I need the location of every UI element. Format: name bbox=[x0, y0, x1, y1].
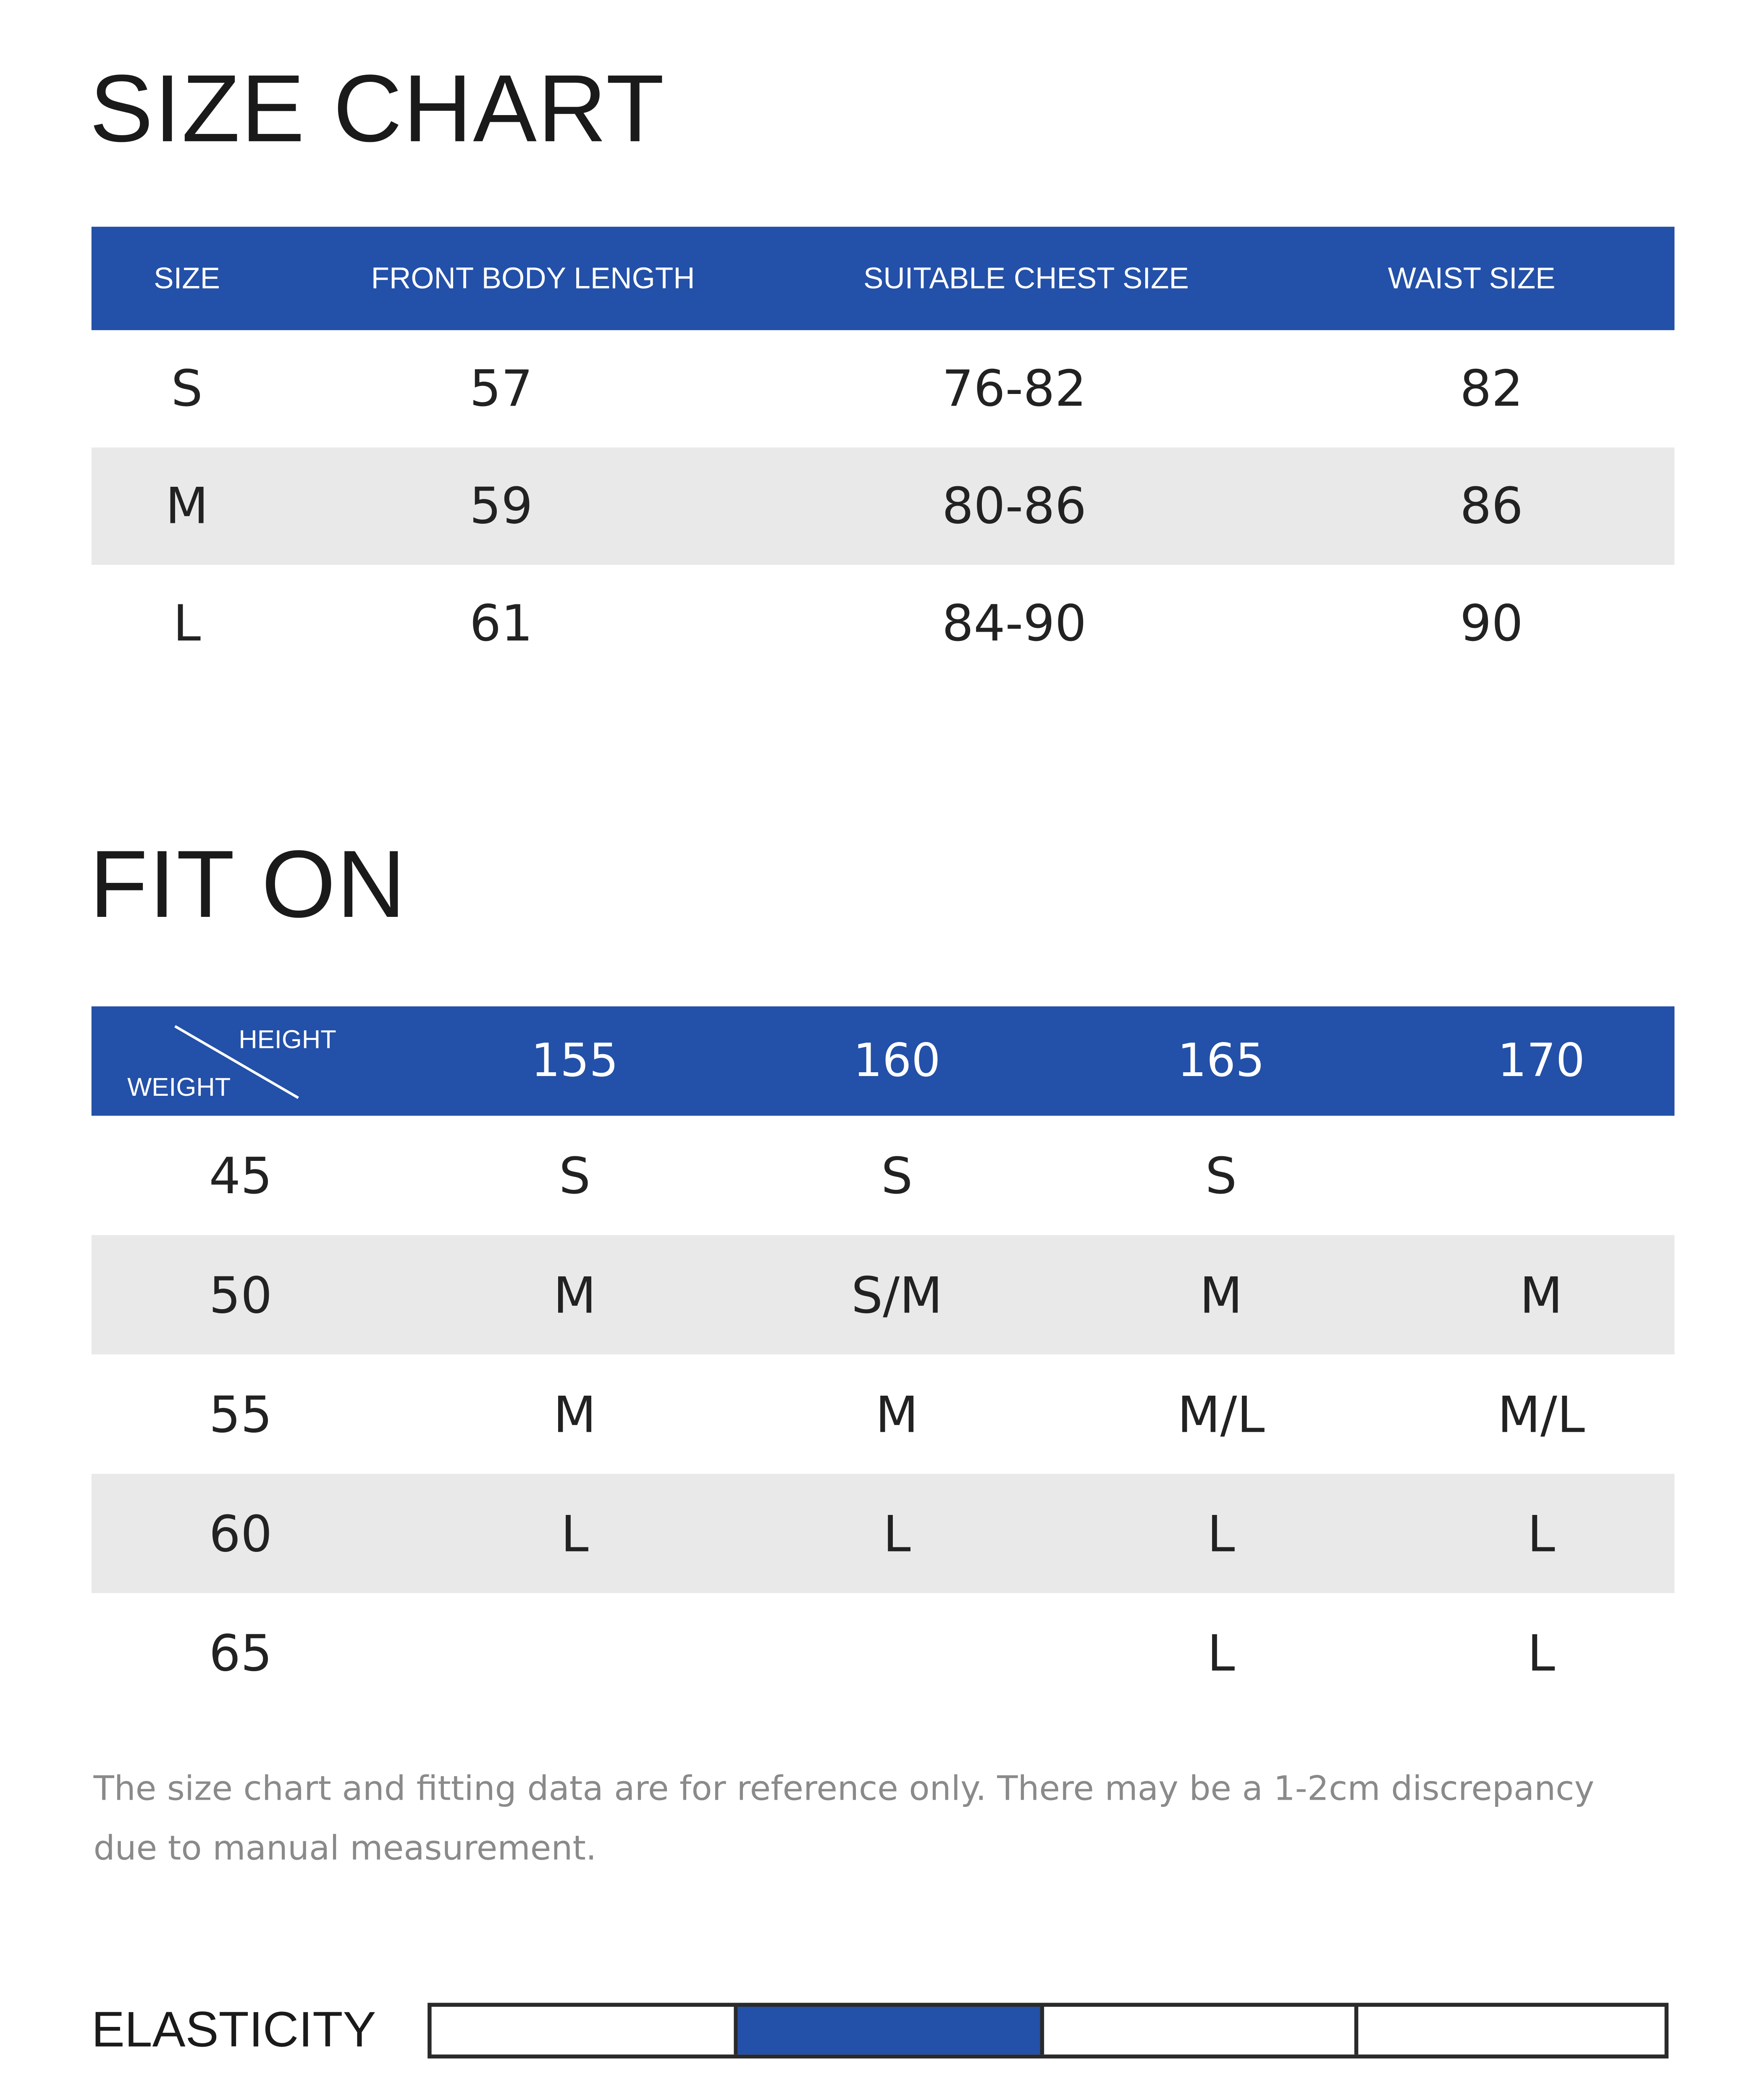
fit-on-row bbox=[92, 1116, 1674, 1235]
height-column-header: 155 bbox=[531, 1035, 619, 1087]
fit-on-row bbox=[92, 1474, 1674, 1593]
rating-label: ELASTICITY bbox=[91, 2003, 376, 2059]
fit-on-header-row bbox=[92, 1006, 1674, 1116]
weight-cell: 55 bbox=[209, 1385, 273, 1443]
fit-on-row bbox=[92, 1593, 1674, 1712]
fit-on-table bbox=[92, 1006, 1674, 1712]
fit-size-cell: M/L bbox=[1177, 1385, 1265, 1443]
body-length-cell: 61 bbox=[469, 594, 533, 653]
fit-size-cell: M/L bbox=[1497, 1385, 1585, 1443]
weight-cell: 60 bbox=[209, 1504, 273, 1562]
fit-size-cell: M bbox=[875, 1385, 918, 1443]
fit-size-cell: L bbox=[561, 1504, 589, 1562]
height-column-header: 170 bbox=[1497, 1035, 1585, 1087]
fit-size-cell: L bbox=[1527, 1504, 1555, 1562]
size-chart-header-cell: SIZE bbox=[154, 261, 220, 296]
fit-size-cell: L bbox=[1527, 1624, 1555, 1682]
fit-size-cell: L bbox=[1207, 1624, 1235, 1682]
size-chart-row bbox=[92, 447, 1674, 564]
waist-size-cell: 86 bbox=[1460, 477, 1523, 535]
weight-cell: 45 bbox=[209, 1146, 273, 1205]
height-column-header: 160 bbox=[853, 1035, 941, 1087]
fit-size-cell: L bbox=[1207, 1504, 1235, 1562]
size-chart-header-row bbox=[92, 227, 1674, 330]
rating-segment bbox=[738, 2007, 1044, 2055]
fit-on-title: FIT ON bbox=[89, 833, 407, 939]
fit-size-cell: M bbox=[1519, 1266, 1563, 1324]
size-chart-header-cell: SUITABLE CHEST SIZE bbox=[863, 261, 1189, 296]
fit-size-cell: S bbox=[559, 1146, 591, 1205]
height-column-header: 165 bbox=[1177, 1035, 1265, 1087]
size-cell: M bbox=[165, 477, 209, 535]
height-weight-corner bbox=[92, 1006, 390, 1116]
size-chart-title: SIZE CHART bbox=[89, 58, 665, 163]
fit-size-cell: M bbox=[553, 1266, 596, 1324]
corner-weight-label: WEIGHT bbox=[127, 1072, 231, 1102]
size-cell: S bbox=[171, 360, 203, 418]
fit-size-cell: L bbox=[883, 1504, 911, 1562]
fit-size-cell: S bbox=[1205, 1146, 1237, 1205]
fit-size-cell: S/M bbox=[851, 1266, 943, 1324]
rating-segment bbox=[1358, 2007, 1664, 2055]
size-chart-row bbox=[92, 330, 1674, 447]
chest-size-cell: 80-86 bbox=[942, 477, 1087, 535]
waist-size-cell: 90 bbox=[1460, 594, 1523, 653]
fit-on-row bbox=[92, 1235, 1674, 1354]
weight-cell: 65 bbox=[209, 1624, 273, 1682]
waist-size-cell: 82 bbox=[1460, 360, 1523, 418]
size-chart-row bbox=[92, 565, 1674, 682]
rating-segment bbox=[1044, 2007, 1358, 2055]
chest-size-cell: 76-82 bbox=[942, 360, 1087, 418]
fit-size-cell: M bbox=[1199, 1266, 1243, 1324]
weight-cell: 50 bbox=[209, 1266, 273, 1324]
fit-on-row bbox=[92, 1354, 1674, 1474]
body-length-cell: 57 bbox=[469, 360, 533, 418]
rating-scale-bar bbox=[428, 2003, 1669, 2059]
rating-segment bbox=[432, 2007, 738, 2055]
corner-height-label: HEIGHT bbox=[239, 1024, 336, 1054]
size-chart-header-cell: WAIST SIZE bbox=[1388, 261, 1556, 296]
size-cell: L bbox=[173, 594, 201, 653]
body-length-cell: 59 bbox=[469, 477, 533, 535]
fit-size-cell: S bbox=[881, 1146, 913, 1205]
chest-size-cell: 84-90 bbox=[942, 594, 1087, 653]
size-chart-table bbox=[92, 227, 1674, 682]
measurement-note: The size chart and fitting data are for reference only. There may be a 1-2cm discrepancy due to manual measurement. bbox=[93, 1770, 1595, 1870]
size-chart-header-cell: FRONT BODY LENGTH bbox=[371, 261, 695, 296]
fit-size-cell: M bbox=[553, 1385, 596, 1443]
